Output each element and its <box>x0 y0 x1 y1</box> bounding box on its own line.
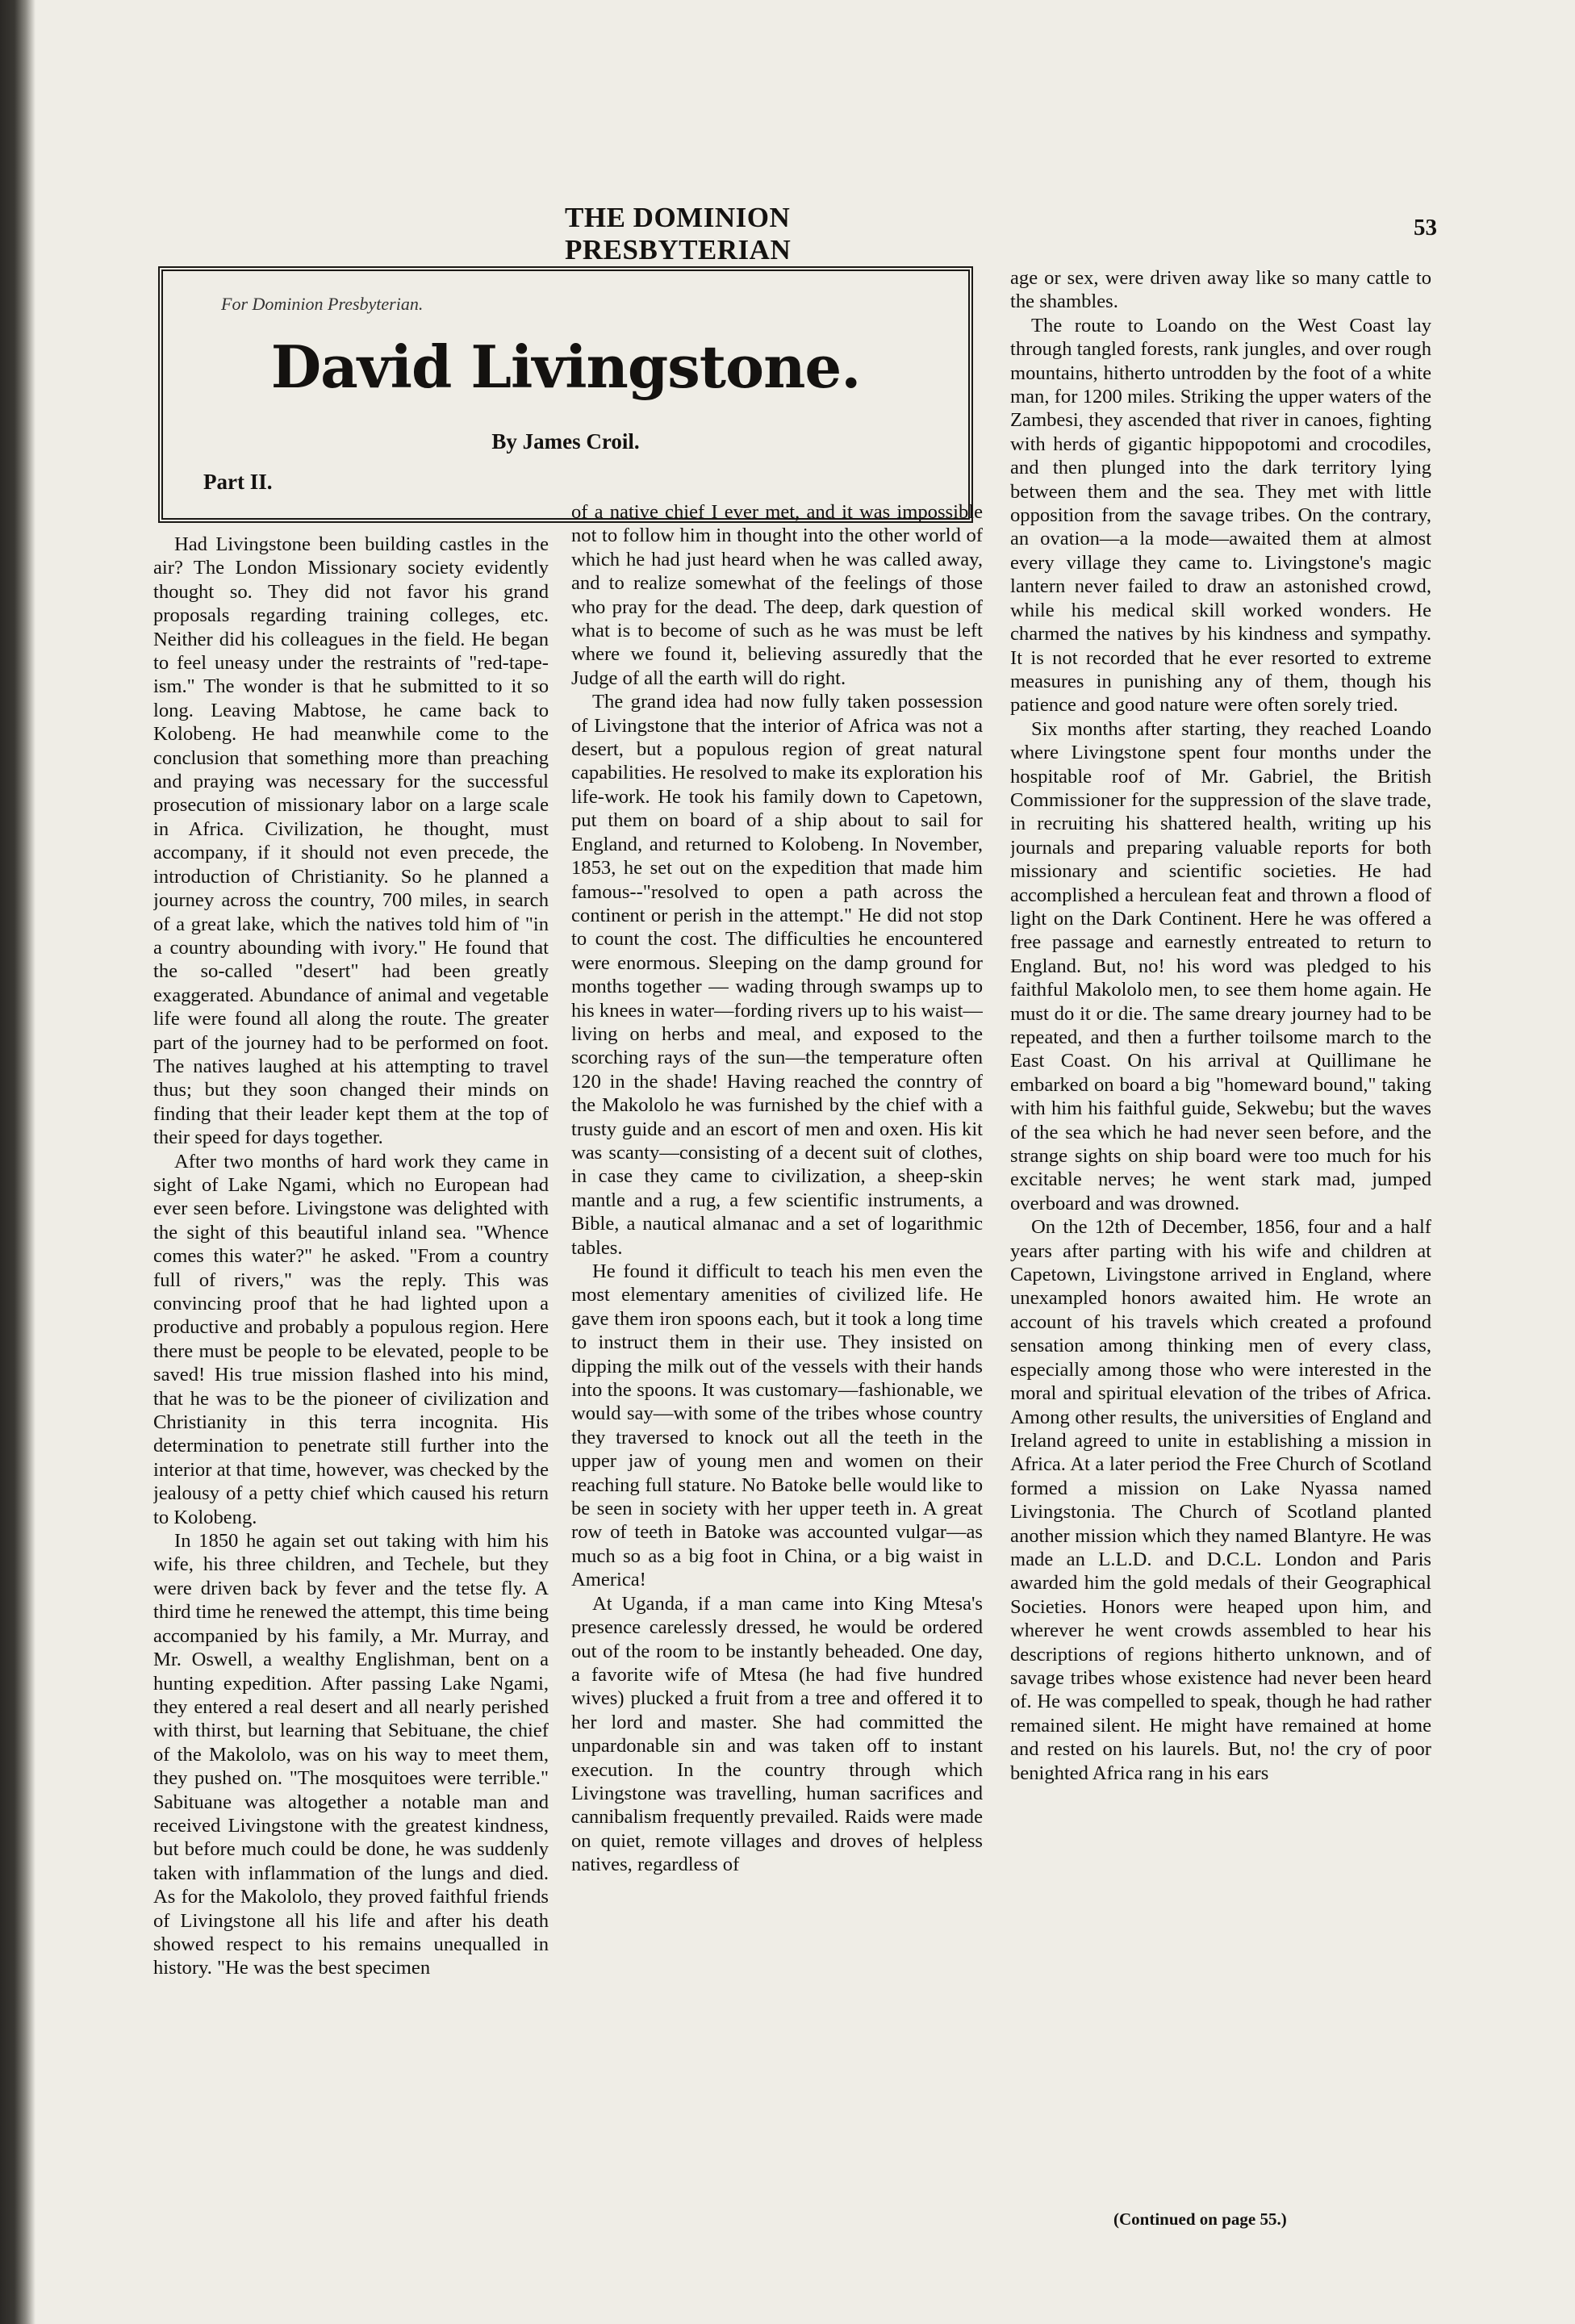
paragraph: Six months after starting, they reached Loando where Livingstone spent four months under the hospitable roof of Mr. Gabriel, the British Commissioner for the suppression of the slave trade, in recruiting his shattered health, writing up his journals and preparing valuable reports for both missionary and scientific societies. He had accomplished a herculean feat and thrown a flood of light on the Dark Continent. Here he was offered a free passage and earnestly entreated to return to England. But, no! his word was pledged to his faithful Makololo men, to see them home again. He must do it or die. The same dreary journey had to be repeated, and then a further toilsome march to the East Coast. On his arrival at Quillimane he embarked on board a big "homeward bound," taking with him his faithful guide, Sekwebu; but the waves of the sea which he had never seen before, and the strange sights on ship board were too much for his excitable nerves; he went stark mad, jumped overboard and was drowned. <box>1010 717 1431 1214</box>
article-byline: By James Croil. <box>491 429 640 454</box>
article-credit: For Dominion Presbyterian. <box>221 294 424 314</box>
article-title: David Livingstone. <box>270 332 861 401</box>
paragraph: Had Livingstone been building castles in the air? The London Missionary society evidently thought so. They did not favor his grand proposals regarding training colleges, etc. Neither did his colleagues in the field. He began to feel uneasy under the restraints of "red-tape-ism." The wonder is that he submitted to it so long. Leaving Mabtose, he came back to Kolobeng. He had meanwhile come to the conclusion that something more than preaching and praying was necessary for the successful prosecution of missionary labor on a large scale in Africa. Civilization, he thought, must accompany, if it should not even precede, the introduction of Christianity. So he planned a journey across the country, 700 miles, in search of a great lake, which the natives told him of "in a country abounding with ivory." He found that the so-called "desert" had been greatly exaggerated. Abundance of animal and vegetable life were found all along the route. The greater part of the journey had to be performed on foot. The natives laughed at his attempting to travel thus; but they soon changed their minds on finding that their leader kept them at the top of their speed for days together. <box>153 533 549 1149</box>
article-title-box <box>158 266 973 523</box>
paragraph: The grand idea had now fully taken possession of Livingstone that the interior of Africa was not a desert, but a populous region of great natural capabilities. He resolved to make its exploration his life-work. He took his family down to Capetown, put them on board of a ship about to sail for England, and returned to Kolobeng. In November, 1853, he set out on the expedition that made him famous--"resolved to open a path across the continent or perish in the attempt." He did not stop to count the cost. The difficulties he encountered were enormous. Sleeping on the damp ground for months together — wading through swamps up to his knees in water—fording rivers up to his waist—living on herbs and meal, and exposed to the scorching rays of the sun—the temperature often 120 in the shade! Having reached the conntry of the Makololo he was furnished by the chief with a trusty guide and an escort of men and oxen. His kit was scanty—consisting of a decent suit of clothes, in case they came to civilization, a sheep-skin mantle and a rug, a few scientific instruments, a Bible, a nautical almanac and a set of logarithmic tables. <box>571 691 983 1259</box>
paragraph: The route to Loando on the West Coast lay through tangled forests, rank jungles, and over rough mountains, hitherto untrodden by the foot of a white man, for 1200 miles. Striking the upper waters of the Zambesi, they ascended that river in canoes, fighting with herds of gigantic hippopotomi and crocodiles, and then plunged into the dark territory lying between them and the sea. They met with little opposition from the savage tribes. On the contrary, an ovation—a la mode—awaited them at almost every village they came to. Livingstone's magic lantern never failed to draw an astonished crowd, while his medical skill worked wonders. He charmed the natives by his kindness and sympathy. It is not recorded that he ever resorted to extreme measures in punishing any of them, though his patience and good nature were often sorely tried. <box>1010 314 1431 717</box>
paragraph: On the 12th of December, 1856, four and a half years after parting with his wife and children at Capetown, Livingstone arrived in England, where unexampled honors awaited him. He wrote an account of his travels which created a profound sensation among thinking men of every class, especially among those who were interested in the moral and spiritual elevation of the tribes of Africa. Among other results, the universities of England and Ireland agreed to unite in establishing a mission in Africa. At a later period the Free Church of Scotland formed a mission on Lake Nyassa named Livingstonia. The Church of Scotland planted another mission which they named Blantyre. He was made an L.L.D. and D.C.L. London and Paris awarded him the gold medals of their Geographical Societies. Honors were heaped upon him, and wherever he went crowds assembled to hear his descriptions of regions hitherto unknown, and of savage tribes whose existence had never been heard of. He was compelled to speak, though he had rather remained silent. He might have remained at home and rested on his laurels. But, no! the cry of poor benighted Africa rang in his ears <box>1010 1216 1431 1784</box>
paragraph: In 1850 he again set out taking with him his wife, his three children, and Techele, but they were driven back by fever and the tetse fly. A third time he renewed the attempt, this time being accompanied by his family, a Mr. Murray, and Mr. Oswell, a wealthy Englishman, bent on a hunting expedition. After passing Lake Ngami, they entered a real desert and all nearly perished with thirst, but learning that Sebituane, the chief of the Makololo, was on his way to meet them, they pushed on. "The mosquitoes were terrible." Sabituane was altogether a notable man and received Livingstone with the greatest kindness, but before much could be done, he was suddenly taken with inflammation of the lungs and died. As for the Makololo, they proved faithful friends of Livingstone all his life and after his death showed respect to his remains unequalled in history. "He was the best specimen <box>153 1530 549 1979</box>
page-number: 53 <box>1414 215 1437 240</box>
article-part-label: Part II. <box>203 470 273 494</box>
paragraph: of a native chief I ever met, and it was impossible not to follow him in thought into the other world of which he had just heard when he was called away, and to realize somewhat of the feelings of those who pray for the dead. The deep, dark question of what is to become of such as he was must be left where we found it, believing assuredly that the Judge of all the earth will do right. <box>571 501 983 689</box>
text-column-1 <box>153 533 549 2226</box>
paragraph: He found it difficult to teach his men even the most elementary amenities of civilized life. He gave them iron spoons each, but it took a long time to instruct them in their use. They insisted on dipping the milk out of the vessels with their hands into the spoons. It was customary—fashionable, we would say—with some of the tribes whose country they traversed to knock out all the teeth in the upper jaw of young men and women on their reaching full stature. No Batoke belle would like to be seen in society with her upper teeth in. A great row of teeth in Batoke was accounted vulgar—as much so as a big foot in China, or a big waist in America! <box>571 1260 983 1591</box>
paragraph: After two months of hard work they came in sight of Lake Ngami, which no European had ever seen before. Livingstone was delighted with the sight of this beautiful inland sea. "Whence comes this water?" he asked. "From a country full of rivers," was the reply. This was convincing proof that he had lighted upon a productive and probably a populous region. Here there must be people to be elevated, people to be saved! His true mission flashed into his mind, that he was to be the pioneer of civilization and Christianity in this terra incognita. His determination to penetrate still further into the interior at that time, however, was checked by the jealousy of a petty chief which caused his return to Kolobeng. <box>153 1150 549 1528</box>
text-column-2 <box>571 500 983 2235</box>
paragraph: At Uganda, if a man came into King Mtesa's presence carelessly dressed, he would be ordered out of the room to be instantly beheaded. One day, a favorite wife of Mtesa (he had five hundred wives) plucked a fruit from a tree and offered it to her lord and master. She had committed the unpardonable sin and was taken off to instant execution. In the country through which Livingstone was travelling, human sacrifices and cannibalism frequently prevailed. Raids were made on quiet, remote villages and droves of helpless natives, regardless of <box>571 1592 983 1876</box>
text-column-3 <box>1010 266 1431 2235</box>
continued-note: (Continued on page 55.) <box>1113 2209 1287 2229</box>
running-header-title: THE DOMINION PRESBYTERIAN <box>565 202 792 265</box>
paragraph: age or sex, were driven away like so many cattle to the shambles. <box>1010 267 1431 313</box>
page-binding-edge <box>0 0 36 2324</box>
